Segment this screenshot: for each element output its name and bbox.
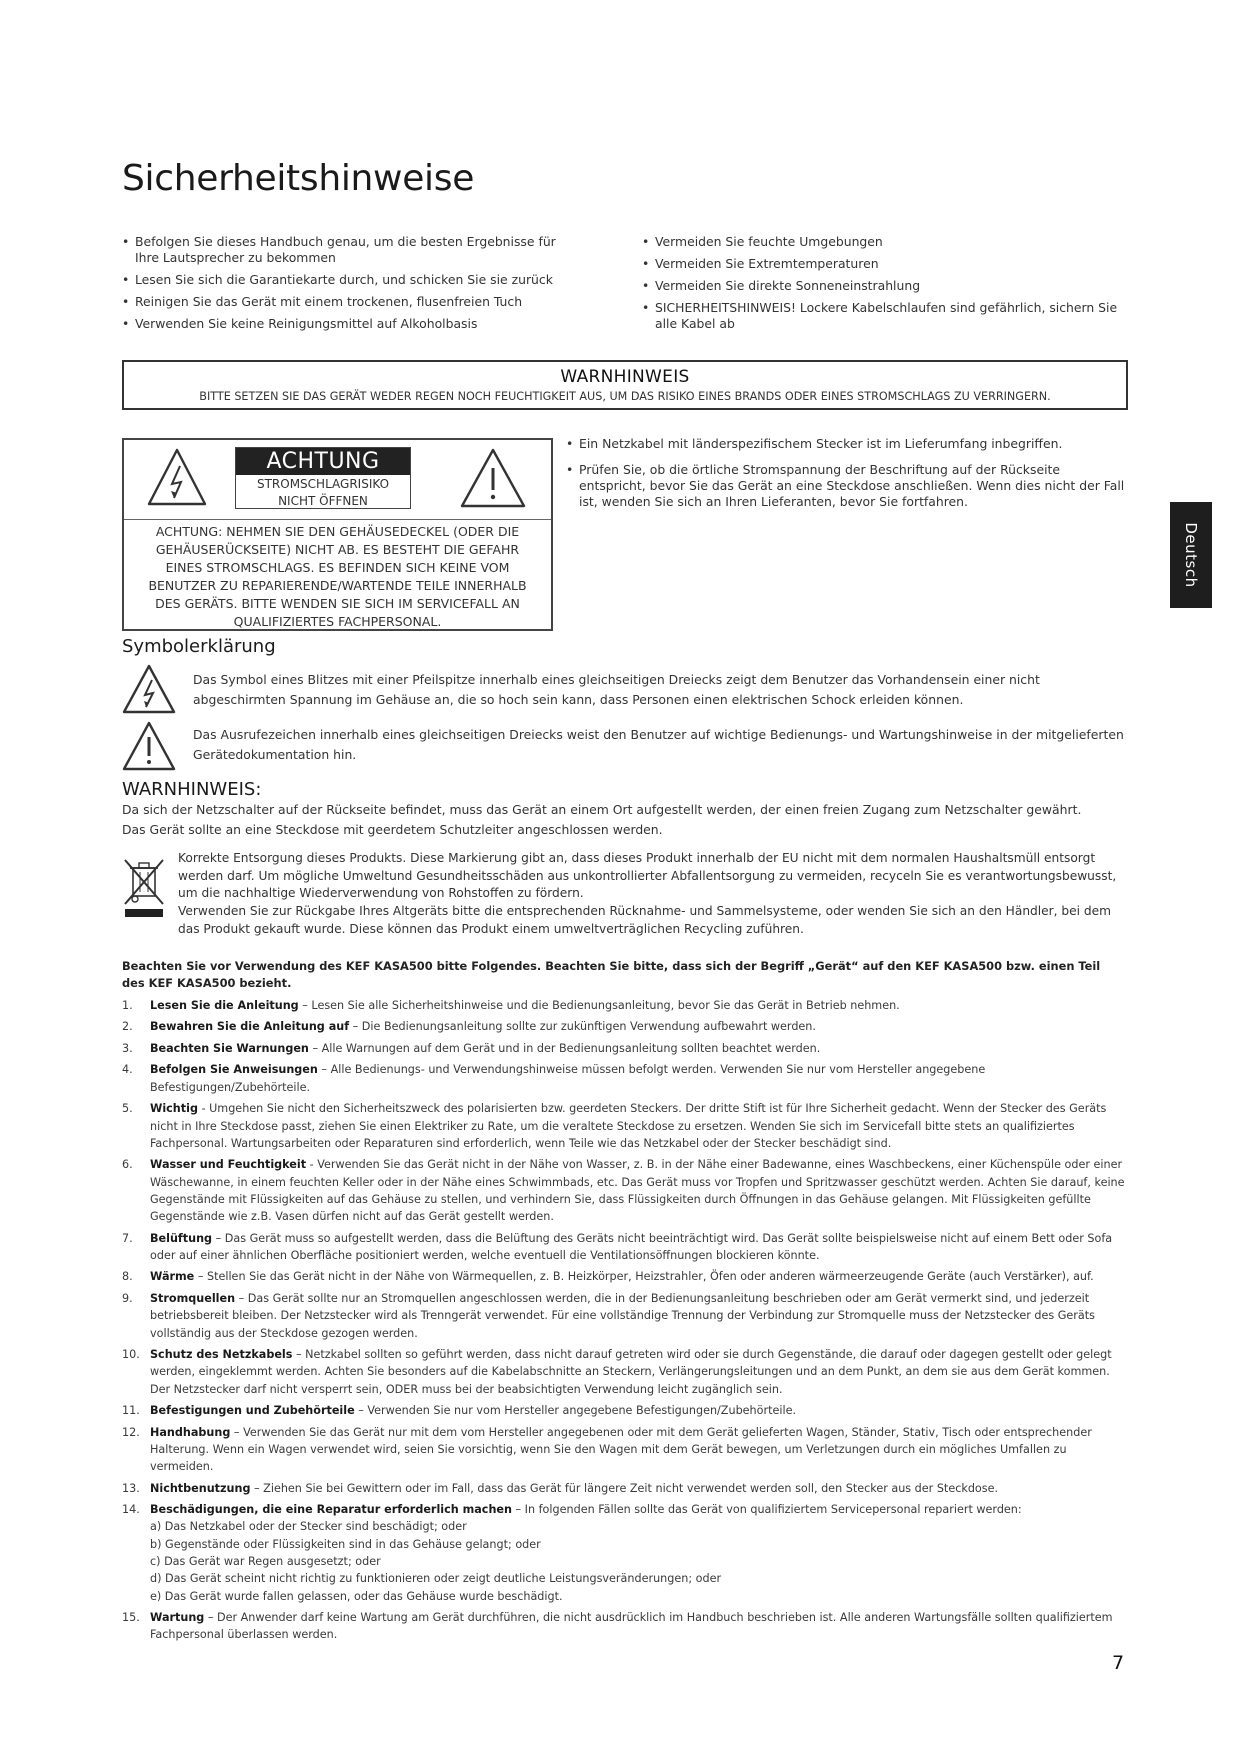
list-item: 13. Nichtbenutzung – Ziehen Sie bei Gewittern oder im Fall, dass das Gerät für längere Zeit nicht verwendet werden soll, den Stecker aus der Steckdose. [122,1481,999,1495]
warning-line-1: Da sich der Netzschalter auf der Rückseite befindet, muss das Gerät an einem Ort aufgestellt werden, der einen freien Zugang zum Netzschalter gewährt. [122,802,1082,817]
list-item: • Prüfen Sie, ob die örtliche Stromspannung der Beschriftung auf der Rückseite entspricht, bevor Sie das Gerät an eine Steckdose anschließen. Wenn dies nicht der Fall ist, wenden Sie sich an Ihren Lieferanten, bevor Sie fortfahren. [566,462,1130,510]
language-tab-label: Deutsch [1182,522,1200,588]
weee-bin-icon [121,856,167,920]
list-item: 14. Beschädigungen, die eine Reparatur erforderlich machen – In folgenden Fällen sollte das Gerät von qualifiziertem Servicepersonal repariert werden: a) Das Netzkabel oder der Stecker sind beschädigt; oder b) Gegenstände oder Flüssigkeiten sind in das Gehäuse gelangt; oder c) Das Gerät war Regen ausgesetzt; oder d) Das Gerät scheint nicht richtig zu funktionieren oder zeigt deutliche Leistungsveränderungen; oder e) Das Gerät wurde fallen gelassen, oder das Gehäuse wurde beschädigt. [122,1501,1130,1605]
sub-item: d) Das Gerät scheint nicht richtig zu funktionieren oder zeigt deutliche Leistungsveränderungen; oder [150,1572,722,1586]
list-item: 15. Wartung – Der Anwender darf keine Wartung am Gerät durchführen, die nicht ausdrücklich im Handbuch beschrieben ist. Alle anderen Wartungsfälle sollten qualifiziertem Fachpersonal überlassen werden. [122,1611,1113,1642]
list-item: • Befolgen Sie dieses Handbuch genau, um die besten Ergebnisse für Ihre Lautsprecher zu bekommen [122,234,577,266]
caution-sub-1: STROMSCHLAGRISIKO [256,477,390,491]
list-item: 12. Handhabung – Verwenden Sie das Gerät nur mit dem vom Hersteller angegebenen oder mit dem Gerät gelieferten Wagen, Ständer, Stativ, Tisch oder entsprechender Halterung. Wenn ein Wagen verwendet wird, seien Sie vorsichtig, wenn Sie den Wagen mit dem Gerät bewegen, um Verletzungen durch ein mögliches Umfallen zu vermeiden. [122,1425,1092,1474]
bullets-mid [566,436,1130,516]
warning-line-2: Das Gerät sollte an eine Steckdose mit geerdetem Schutzleiter angeschlossen werden. [122,822,663,837]
sub-item: a) Das Netzkabel oder der Stecker sind beschädigt; oder [150,1520,467,1534]
weee-text-1: Korrekte Entsorgung dieses Produkts. Diese Markierung gibt an, dass dieses Produkt innerhalb der EU nicht mit dem normalen Haushaltsmüll entsorgt werden darf. Um mögliche Umweltund Gesundheitsschäden aus unkontrollierter Abfallentsorgung zu vermeiden, recyceln Sie es verantwortungsbewusst, um die nachhaltige Wiederverwendung von Rohstoffen zu fördern. [178,851,1117,900]
list-item: 6. Wasser und Feuchtigkeit - Verwenden Sie das Gerät nicht in der Nähe von Wasser, z. B. in der Nähe einer Badewanne, eines Waschbeckens, einer Küchenspüle oder einer Wäschewanne, in einem feuchten Keller oder in der Nähe eines Schwimmbads, etc. Das Gerät muss vor Tropfen und Spritzwasser geschützt werden. Achten Sie darauf, keine Gegenstände mit Flüssigkeiten auf das Gehäuse zu stellen, und verhindern Sie, dass Flüssigkeiten durch Öffnungen in das Gehäuse gelangen. Mit Flüssigkeiten gefüllte Gegenstände wie z.B. Vasen dürfen nicht auf das Gerät gestellt werden. [122,1158,1125,1224]
list-item: • Reinigen Sie das Gerät mit einem trockenen, flusenfreien Tuch [122,294,577,310]
weee-text-2: Verwenden Sie zur Rückgabe Ihres Altgeräts bitte die entsprechenden Rücknahme- und Sammelsysteme, oder wenden Sie sich an den Händler, bei dem das Produkt gekauft wurde. Diese können das Produkt einem umweltverträglichen Recycling zuführen. [178,904,1112,936]
divider [124,519,551,520]
list-item: 9. Stromquellen – Das Gerät sollte nur an Stromquellen angeschlossen werden, die in der Bedienungsanleitung beschrieben oder am Gerät vermerkt sind, und jederzeit betriebsbereit bleiben. Der Netzstecker wird als Trenngerät verwendet. Für eine vollständige Trennung der Verbindung zur Stromquelle muss der Netzstecker des Geräts vollständig aus der Steckdose gezogen werden. [122,1291,1095,1340]
list-item: 7. Belüftung – Das Gerät muss so aufgestellt werden, dass die Belüftung des Geräts nicht beeinträchtigt wird. Das Gerät sollte beispielsweise nicht auf einem Bett oder Sofa oder auf einer ähnlichen Oberfläche positioniert werden, welche eventuell die Ventilationsöffnungen blockieren könnte. [122,1231,1113,1262]
lightning-warning-icon [146,446,208,508]
list-item: • Vermeiden Sie Extremtemperaturen [642,256,1128,272]
caution-body: ACHTUNG: NEHMEN SIE DEN GEHÄUSEDECKEL (ODER DIE GEHÄUSERÜCKSEITE) NICHT AB. ES BESTEHT DIE GEFAHR EINES STROMSCHLAGS. ES BEFINDEN SICH KEINE VOM BENUTZER ZU REPARIERENDE/WARTENDE TEILE INNERHALB DES GERÄTS. BITTE WENDEN SIE SICH IM SERVICEFALL AN QUALIFIZIERTES FACHPERSONAL. [148,524,527,629]
list-item: • SICHERHEITSHINWEIS! Lockere Kabelschlaufen sind gefährlich, sichern Sie alle Kabel ab [642,300,1128,332]
sub-item: e) Das Gerät wurde fallen gelassen, oder das Gehäuse wurde beschädigt. [150,1589,563,1603]
symbols-heading: Symbolerklärung [122,636,276,657]
lightning-symbol-text: Das Symbol eines Blitzes mit einer Pfeilspitze innerhalb eines gleichseitigen Dreiecks zeigt dem Benutzer das Vorhandensein einer nicht abgeschirmten Spannung im Gehäuse an, die so hoch sein kann, dass Personen einen elektrischen Schock erleiden können. [193,672,1040,707]
list-item: 11. Befestigungen und Zubehörteile – Verwenden Sie nur vom Hersteller angegebene Befestigungen/Zubehörteile. [122,1404,797,1418]
list-item: • Ein Netzkabel mit länderspezifischem Stecker ist im Lieferumfang inbegriffen. [566,436,1130,452]
exclamation-warning-icon [459,446,527,510]
list-item: 4. Befolgen Sie Anweisungen – Alle Bedienungs- und Verwendungshinweise müssen befolgt werden. Verwenden Sie nur vom Hersteller angegebene Befestigungen/Zubehörteile. [122,1063,986,1094]
safety-instructions-list [122,997,1130,1648]
list-item: • Lesen Sie sich die Garantiekarte durch, und schicken Sie sie zurück [122,272,577,288]
list-item: • Vermeiden Sie direkte Sonneneinstrahlung [642,278,1128,294]
list-item: 1. Lesen Sie die Anleitung – Lesen Sie alle Sicherheitshinweise und die Bedienungsanleitung, bevor Sie das Gerät in Betrieb nehmen. [122,999,900,1012]
bullets-left [122,234,577,338]
lightning-symbol-icon [121,663,177,715]
list-item: 8. Wärme – Stellen Sie das Gerät nicht in der Nähe von Wärmequellen, z. B. Heizkörper, Heizstrahler, Öfen oder anderen wärmeerzeugende Geräte (auch Verstärker), auf. [122,1270,1094,1284]
exclamation-symbol-icon [121,720,177,772]
warning-box [122,360,1128,410]
caution-banner [235,447,411,509]
sub-item: b) Gegenstände oder Flüssigkeiten sind in das Gehäuse gelangt; oder [150,1537,541,1551]
list-item: 5. Wichtig - Umgehen Sie nicht den Sicherheitszweck des polarisierten bzw. geerdeten Steckers. Der dritte Stift ist für Ihre Sicherheit gedacht. Wenn der Stecker des Geräts nicht in Ihre Steckdose passt, ziehen Sie einen Elektriker zu Rate, um die veraltete Steckdose zu ersetzen. Wenden Sie sich im Servicefall bitte stets an qualifiziertes Fachpersonal. Wartungsarbeiten oder Reparaturen sind erforderlich, wenn Teile wie das Netzkabel oder der Stecker beschädigt sind. [122,1102,1107,1150]
bullets-right [642,234,1128,338]
list-item: 2. Bewahren Sie die Anleitung auf – Die Bedienungsanleitung sollte zur zukünftigen Verwendung aufbewahrt werden. [122,1020,816,1034]
exclamation-symbol-text: Das Ausrufezeichen innerhalb eines gleichseitigen Dreiecks weist den Benutzer auf wichtige Bedienungs- und Wartungshinweise in der mitgelieferten Gerätedokumentation hin. [193,727,1124,762]
sub-item: c) Das Gerät war Regen ausgesetzt; oder [150,1555,381,1569]
warning-box-text: BITTE SETZEN SIE DAS GERÄT WEDER REGEN NOCH FEUCHTIGKEIT AUS, UM DAS RISIKO EINES BRANDS ODER EINES STROMSCHLAGS ZU VERRINGERN. [199,390,1051,403]
warning-box-title: WARNHINWEIS [560,367,690,387]
page-number: 7 [1112,1652,1125,1674]
list-item: • Vermeiden Sie feuchte Umgebungen [642,234,1128,250]
list-item: 10. Schutz des Netzkabels – Netzkabel sollten so geführt werden, dass nicht darauf getreten wird oder sie durch Gegenstände, die darauf oder dagegen gestellt oder gelegt werden, eingeklemmt werden. Achten Sie besonders auf die Kabelabschnitte an Steckern, Verlängerungsleitungen und an dem Punkt, an dem sie aus dem Gerät kommen. Der Netzstecker darf nicht versperrt sein, ODER muss bei der beabsichtigten Verwendung leicht zugänglich sein. [122,1348,1112,1396]
caution-sub-2: NICHT ÖFFNEN [278,494,368,508]
warning-heading: WARNHINWEIS: [122,779,262,800]
language-tab [1170,502,1212,608]
caution-heading: ACHTUNG [236,448,410,475]
list-item: 3. Beachten Sie Warnungen – Alle Warnungen auf dem Gerät und in der Bedienungsanleitung sollten beachtet werden. [122,1041,821,1055]
caution-box [122,438,553,631]
list-item: • Verwenden Sie keine Reinigungsmittel auf Alkoholbasis [122,316,577,332]
page-title: Sicherheitshinweise [122,158,475,199]
intro-text: Beachten Sie vor Verwendung des KEF KASA500 bitte Folgendes. Beachten Sie bitte, dass sich der Begriff „Gerät“ auf den KEF KASA500 bzw. einen Teil des KEF KASA500 bezieht. [122,959,1101,990]
